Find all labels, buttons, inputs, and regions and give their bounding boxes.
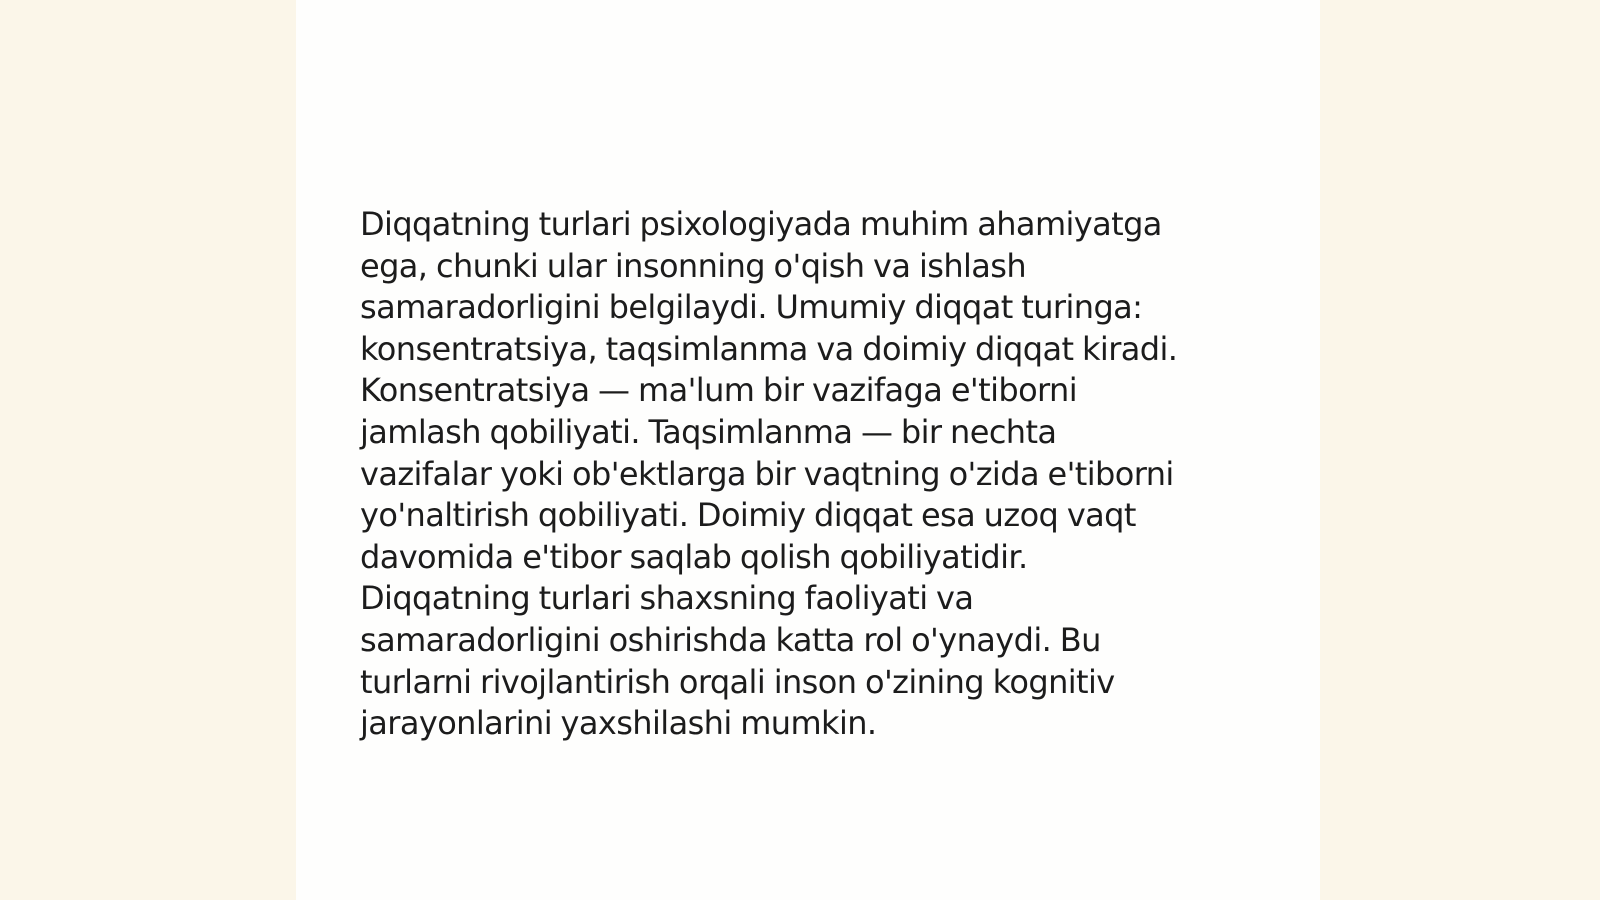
slide-page — [296, 0, 1320, 900]
right-margin-panel — [1320, 0, 1600, 900]
slide-body-text: Diqqatning turlari psixologiyada muhim ahamiyatga ega, chunki ular insonning o'qish va ishlash samaradorligini belgilaydi. Umumiy diqqat turinga: konsentratsiya, taqsimlanma va doimiy diqqat kiradi. Konsentratsiya — ma'lum bir vazifaga e'tiborni jamlash qobiliyati. Taqsimlanma — bir nechta vazifalar yoki ob'ektlarga bir vaqtning o'zida e'tiborni yo'naltirish qobiliyati. Doimiy diqqat esa uzoq vaqt davomida e'tibor saqlab qolish qobiliyatidir. Diqqatning turlari shaxsning faoliyati va samaradorligini oshirishda katta rol o'ynaydi. Bu turlarni rivojlantirish orqali inson o'zining kognitiv jarayonlarini yaxshilashi mumkin. — [360, 205, 1178, 743]
left-margin-panel — [0, 0, 296, 900]
